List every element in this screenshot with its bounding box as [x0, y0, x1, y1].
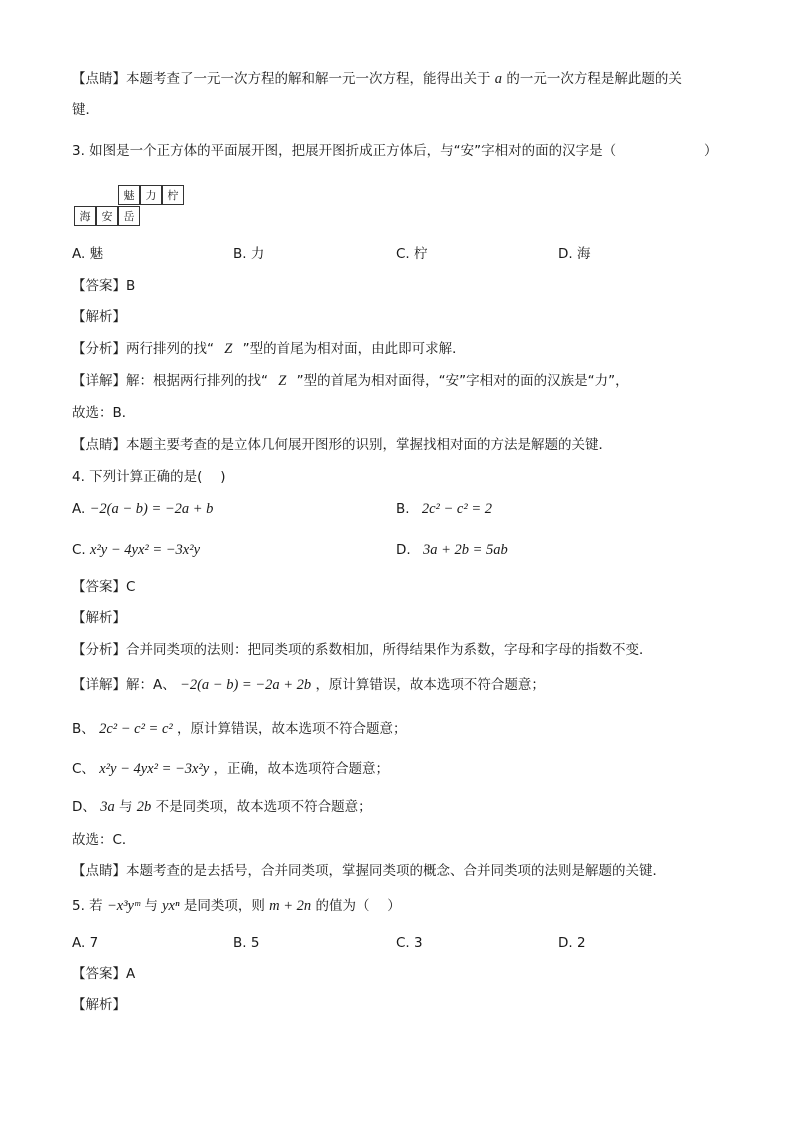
q3-option-b: B. 力 — [233, 246, 265, 262]
q5-jiexi: 【解析】 — [72, 997, 126, 1013]
dianjing-paragraph-cont: 键． — [72, 102, 99, 118]
q3-dianjing: 【点睛】本题主要考查的是立体几何展开图形的识别，掌握找相对面的方法是解题的关键． — [72, 437, 612, 453]
math-var: Z — [278, 373, 287, 389]
math-expr: 2b — [136, 799, 152, 815]
text: 与 — [119, 799, 133, 815]
q4-dianjing: 【点睛】本题考查的是去括号，合并同类项，掌握同类项的概念、合并同类项的法则是解题的关键． — [72, 863, 666, 879]
math-expr: −2(a − b) = −2a + 2b — [180, 677, 312, 693]
text: D. — [396, 542, 411, 558]
q4-fenxi: 【分析】合并同类项的法则：把同类项的系数相加，所得结果作为系数，字母和字母的指数不变． — [72, 642, 653, 658]
net-cell: 力 — [140, 185, 162, 205]
q3-stem-bracket: ） — [704, 143, 718, 159]
q3-jiexi: 【解析】 — [72, 309, 126, 325]
q3-fenxi — [72, 340, 466, 358]
q4-jiexi: 【解析】 — [72, 610, 126, 626]
q3-option-c: C. 柠 — [396, 246, 428, 262]
q4-option-a — [72, 500, 213, 518]
text: ”型的首尾为相对面，由此即可求解． — [242, 341, 466, 357]
q5-option-b: B. 5 — [233, 935, 260, 951]
q4-detail-d — [72, 798, 372, 816]
text: D、 — [72, 799, 96, 815]
q4-guxuan: 故选：C． — [72, 832, 136, 848]
q5-option-c: C. 3 — [396, 935, 423, 951]
text: ”型的首尾为相对面得，“安”字相对的面的汉族是“力”， — [296, 373, 629, 389]
math-expr: 2c² − c² = 2 — [421, 501, 492, 517]
math-var: a — [494, 71, 503, 87]
q5-stem — [72, 897, 401, 915]
net-cell: 柠 — [162, 185, 184, 205]
math-expr: 2c² − c² = c² — [99, 721, 173, 737]
text: 【详解】解：A、 — [72, 677, 176, 693]
q4-option-b — [396, 500, 492, 518]
q4-detail-c — [72, 760, 389, 778]
net-cell: 安 — [96, 206, 118, 226]
math-var: Z — [224, 341, 233, 357]
text: A. — [72, 501, 86, 517]
text: 【详解】解：根据两行排列的找“ — [72, 373, 268, 389]
math-expr: −2(a − b) = −2a + b — [89, 501, 214, 517]
text: 的一元一次方程是解此题的关 — [506, 71, 682, 87]
text: 【点睛】本题考查了一元一次方程的解和解一元一次方程，能得出关于 — [72, 71, 491, 87]
math-expr: −x³yᵐ — [106, 898, 141, 914]
math-expr: yxⁿ — [162, 898, 180, 914]
math-expr: 3a + 2b = 5ab — [422, 542, 508, 558]
text: 5. 若 — [72, 898, 103, 914]
text: ，原计算错误，故本选项不符合题意； — [315, 677, 545, 693]
q4-answer: 【答案】C — [72, 579, 136, 595]
q4-option-d — [396, 541, 508, 559]
q3-answer: 【答案】B — [72, 278, 136, 294]
text: C、 — [72, 761, 95, 777]
cube-net-figure — [72, 185, 190, 229]
text: 【分析】两行排列的找“ — [72, 341, 214, 357]
text: 是同类项，则 — [183, 898, 265, 914]
math-expr: 3a — [100, 799, 115, 815]
q3-xiangjie — [72, 372, 629, 390]
net-cell: 海 — [74, 206, 96, 226]
text: 的值为（ ） — [315, 898, 401, 914]
q3-option-d: D. 海 — [558, 246, 591, 262]
text: ，原计算错误，故本选项不符合题意； — [177, 721, 407, 737]
text: 3. 如图是一个正方体的平面展开图，把展开图折成正方体后，与“安”字相对的面的汉字是（ — [72, 143, 617, 159]
q4-stem: 4. 下列计算正确的是( ) — [72, 469, 226, 485]
q3-stem — [72, 142, 616, 160]
net-cell: 岳 — [118, 206, 140, 226]
text: B、 — [72, 721, 95, 737]
text: ，正确，故本选项符合题意； — [213, 761, 390, 777]
q5-option-d: D. 2 — [558, 935, 586, 951]
net-cell: 魅 — [118, 185, 140, 205]
text: B. — [396, 501, 410, 517]
math-expr: x²y − 4yx² = −3x²y — [99, 761, 210, 777]
text: 与 — [144, 898, 158, 914]
q5-answer: 【答案】A — [72, 966, 136, 982]
q5-option-a: A. 7 — [72, 935, 99, 951]
q3-option-a: A. 魅 — [72, 246, 104, 262]
q4-option-c — [72, 541, 200, 559]
q4-xiangjie — [72, 676, 545, 694]
math-expr: x²y − 4yx² = −3x²y — [90, 542, 201, 558]
q3-guxuan: 故选：B． — [72, 405, 136, 421]
q4-detail-b — [72, 720, 407, 738]
dianjing-paragraph — [72, 70, 682, 88]
text: C. — [72, 542, 86, 558]
text: 不是同类项，故本选项不符合题意； — [155, 799, 372, 815]
math-expr: m + 2n — [269, 898, 312, 914]
